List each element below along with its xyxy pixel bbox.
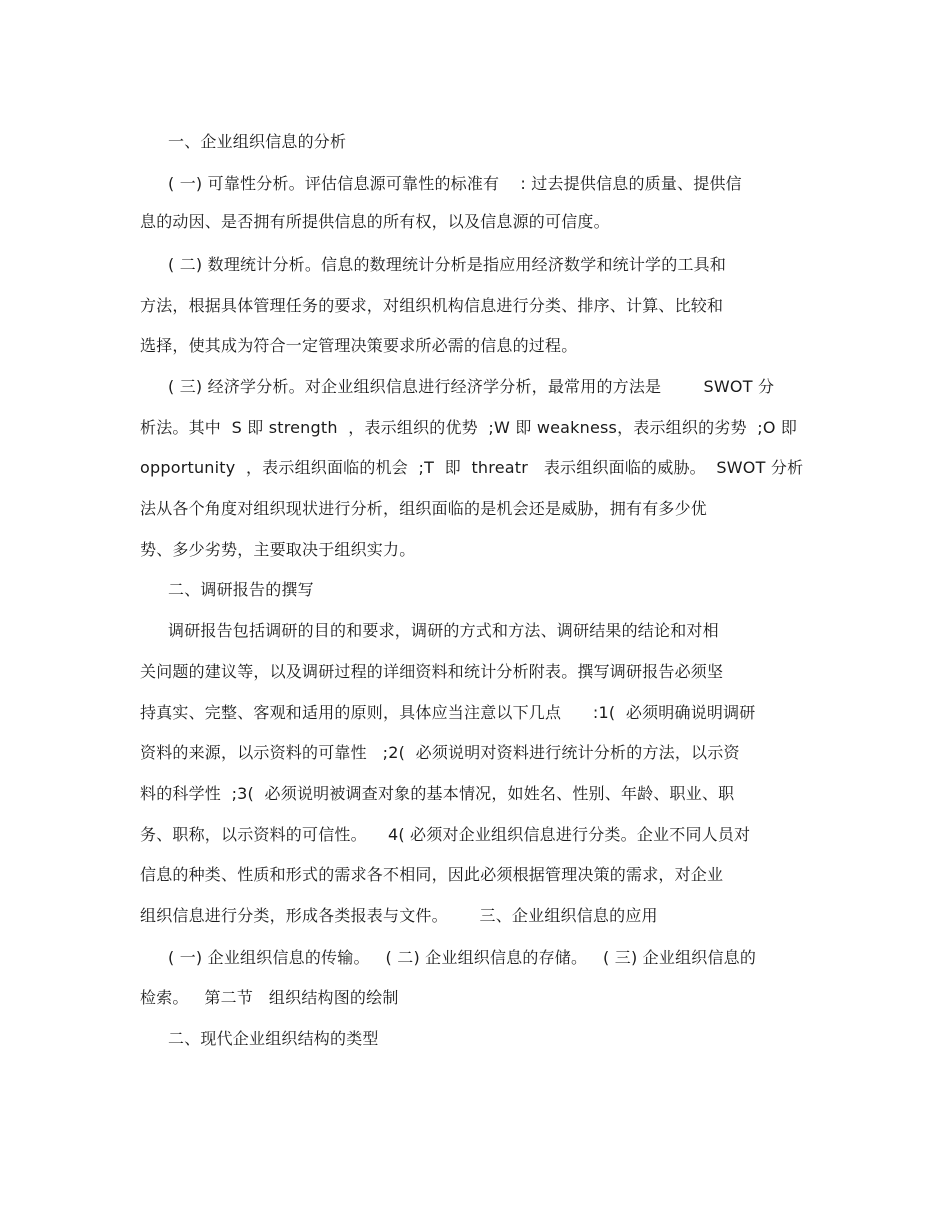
paragraph-line: 方法，根据具体管理任务的要求，对组织机构信息进行分类、排序、计算、比较和 xyxy=(140,296,724,315)
paragraph-line: 信息的种类、性质和形式的需求各不相同，因此必须根据管理决策的需求，对企业 xyxy=(140,865,724,884)
paragraph-line: ( 二) 数理统计分析。信息的数理统计分析是指应用经济数学和统计学的工具和 xyxy=(168,255,727,274)
paragraph-line: ( 三) 经济学分析。对企业组织信息进行经济学分析，最常用的方法是 SWOT 分 xyxy=(168,377,775,396)
paragraph-line: ( 一) 可靠性分析。评估信息源可靠性的标准有 : 过去提供信息的质量、提供信 xyxy=(168,174,742,193)
section-heading: 二、调研报告的撰写 xyxy=(168,580,314,599)
paragraph-line: 调研报告包括调研的目的和要求，调研的方式和方法、调研结果的结论和对相 xyxy=(168,621,719,640)
paragraph-line: 务、职称，以示资料的可信性。 4( 必须对企业组织信息进行分类。企业不同人员对 xyxy=(140,825,751,844)
paragraph-line: 组织信息进行分类，形成各类报表与文件。 三、企业组织信息的应用 xyxy=(140,906,658,925)
paragraph-line: 料的科学性 ;3( 必须说明被调查对象的基本情况，如姓名、性别、年龄、职业、职 xyxy=(140,784,735,803)
section-heading: 二、现代企业组织结构的类型 xyxy=(168,1029,379,1048)
paragraph-line: 析法。其中 S 即 strength ，表示组织的优势 ;W 即 weakness，表示组织的劣势 ;O 即 xyxy=(140,418,798,437)
paragraph-line: ( 一) 企业组织信息的传输。 ( 二) 企业组织信息的存储。 ( 三) 企业组织信息的 xyxy=(168,948,757,967)
paragraph-line: 选择，使其成为符合一定管理决策要求所必需的信息的过程。 xyxy=(140,336,578,355)
paragraph-line: opportunity ，表示组织面临的机会 ;T 即 threatr 表示组织面临的威胁。 SWOT 分析 xyxy=(140,458,804,477)
paragraph-line: 势、多少劣势，主要取决于组织实力。 xyxy=(140,540,416,559)
paragraph-line: 法从各个角度对组织现状进行分析，组织面临的是机会还是威胁，拥有有多少优 xyxy=(140,499,708,518)
paragraph-line: 持真实、完整、客观和适用的原则，具体应当注意以下几点 :1( 必须明确说明调研 xyxy=(140,703,756,722)
paragraph-line: 关问题的建议等，以及调研过程的详细资料和统计分析附表。撰写调研报告必须坚 xyxy=(140,662,724,681)
paragraph-line: 检索。 第二节 组织结构图的绘制 xyxy=(140,988,399,1007)
paragraph-line: 息的动因、是否拥有所提供信息的所有权，以及信息源的可信度。 xyxy=(140,212,610,231)
paragraph-line: 资料的来源，以示资料的可靠性 ;2( 必须说明对资料进行统计分析的方法，以示资 xyxy=(140,743,740,762)
section-heading: 一、企业组织信息的分析 xyxy=(168,132,347,151)
